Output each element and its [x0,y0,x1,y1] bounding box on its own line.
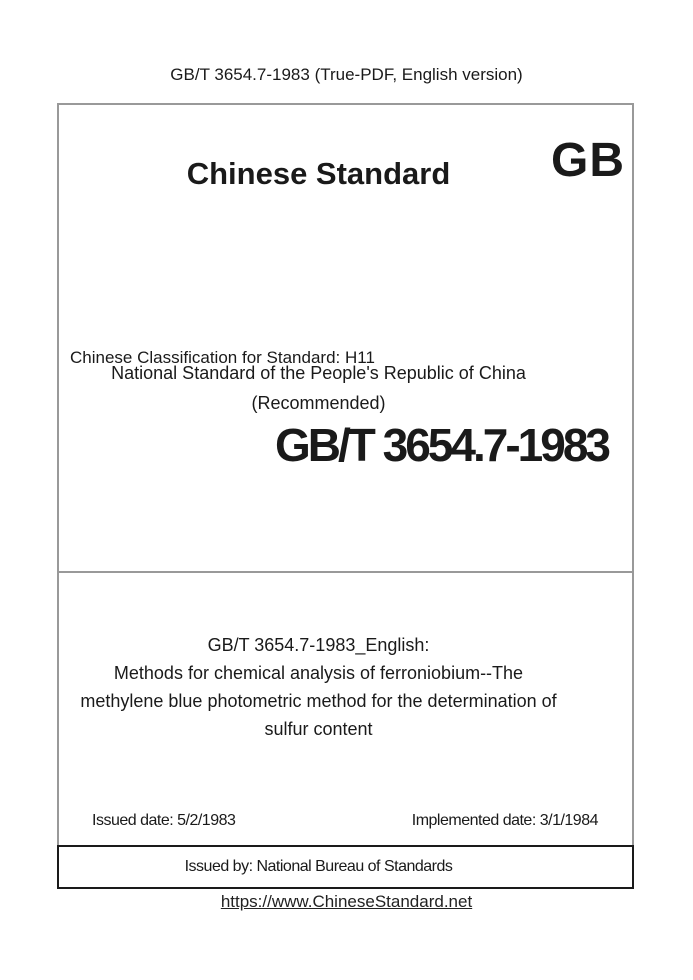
issuer-box [57,845,634,889]
standard-number: GB/T 3654.7-1983 [274,419,608,471]
cover-box [57,103,634,573]
classification-text: Chinese Classification for Standard: H11 [70,348,375,367]
implemented-date: Implemented date: 3/1/1984 [411,812,598,829]
national-standard-line: National Standard of the People's Republic of China [111,363,526,383]
chinese-standard-title: Chinese Standard [186,156,451,191]
description-line: sulfur content [264,719,373,739]
issuer-text: Issued by: National Bureau of Standards [184,858,453,875]
description-line: methylene blue photometric method for the determination of [80,691,557,711]
page-header: GB/T 3654.7-1983 (True-PDF, English version) [170,65,523,84]
issued-date: Issued date: 5/2/1983 [92,812,236,829]
dates-row [92,809,598,833]
description-block [59,631,578,743]
footer-link[interactable]: https://www.ChineseStandard.net [220,892,473,911]
gb-logo: GB [551,134,625,187]
recommended-line: (Recommended) [251,393,386,413]
description-title: GB/T 3654.7-1983_English: [207,635,430,655]
description-box [57,573,634,845]
description-line: Methods for chemical analysis of ferroniobium--The [113,663,524,683]
